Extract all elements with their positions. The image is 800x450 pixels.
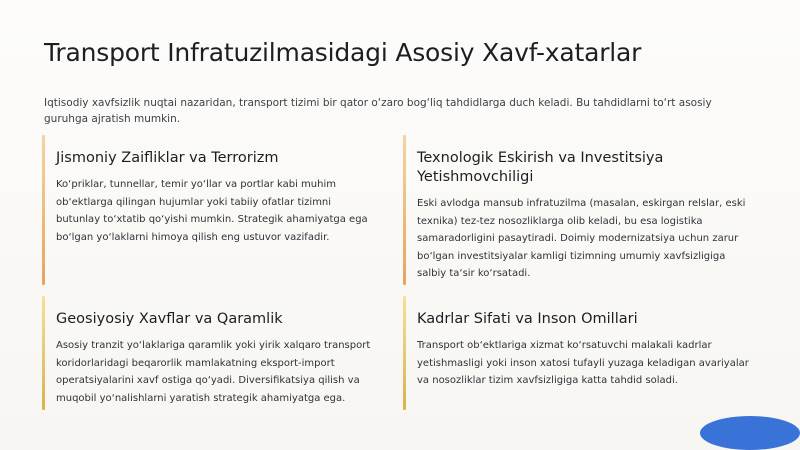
card-text: Transport ob‘ektlariga xizmat ko‘rsatuvchi malakali kadrlar yetishmasligi yoki inson xatosi tufayli yuzaga keladigan avariyalar va nosozliklar tizim xavfsizligiga katta tahdid soladi. (417, 340, 749, 386)
card-text: Eski avlodga mansub infratuzilma (masalan, eskirgan relslar, eski texnika) tez-tez nosozliklarga olib keladi, bu esa logistika samaradorligini pasaytiradi. Doimiy modernizatsiya uchun zarur bo‘lgan investitsiyalar kamligi tizimning umumiy xavfsizligiga salbiy ta‘sir ko‘rsatadi. (417, 198, 746, 279)
card-text: Ko‘priklar, tunnellar, temir yo‘llar va portlar kabi muhim ob‘ektlarga qilingan hujumlar yoki tabiiy ofatlar tizimni butunlay to‘xtatib qo‘yishi mumkin. Strategik ahamiyatga ega bo‘lgan yo‘laklarni himoya qilish eng ustuvor vazifadir. (56, 179, 368, 243)
risk-card-personnel (403, 296, 755, 410)
card-accent-bar (42, 135, 45, 285)
card-accent-bar (403, 296, 406, 410)
intro-paragraph: Iqtisodiy xavfsizlik nuqtai nazaridan, transport tizimi bir qator o‘zaro bog‘liq tahdidlarga duch keladi. Bu tahdidlarni to‘rt asosiy guruhga ajratish mumkin. (44, 97, 712, 125)
risk-card-technology (403, 135, 755, 285)
card-title: Geosiyosiy Xavflar va Qaramlik (56, 311, 283, 327)
card-title: Jismoniy Zaifliklar va Terrorizm (56, 150, 279, 166)
page-title: Transport Infratuzilmasidagi Asosiy Xavf-xatarlar (44, 38, 642, 67)
risk-card-physical (42, 135, 378, 285)
decorative-blob (700, 416, 800, 450)
card-accent-bar (403, 135, 406, 285)
card-text: Asosiy tranzit yo‘laklariga qaramlik yoki yirik xalqaro transport koridorlaridagi beqarorlik mamlakatning eksport-import operatsiyalarini xavf ostiga qo‘yadi. Diversifikatsiya qilish va muqobil yo‘nalishlarni yaratish strategik ahamiyatga ega. (56, 340, 371, 404)
card-accent-bar (42, 296, 45, 410)
risk-card-geopolitical (42, 296, 378, 410)
card-title: Kadrlar Sifati va Inson Omillari (417, 311, 638, 327)
card-title: Texnologik Eskirish va Investitsiya Yetishmovchiligi (417, 150, 664, 185)
